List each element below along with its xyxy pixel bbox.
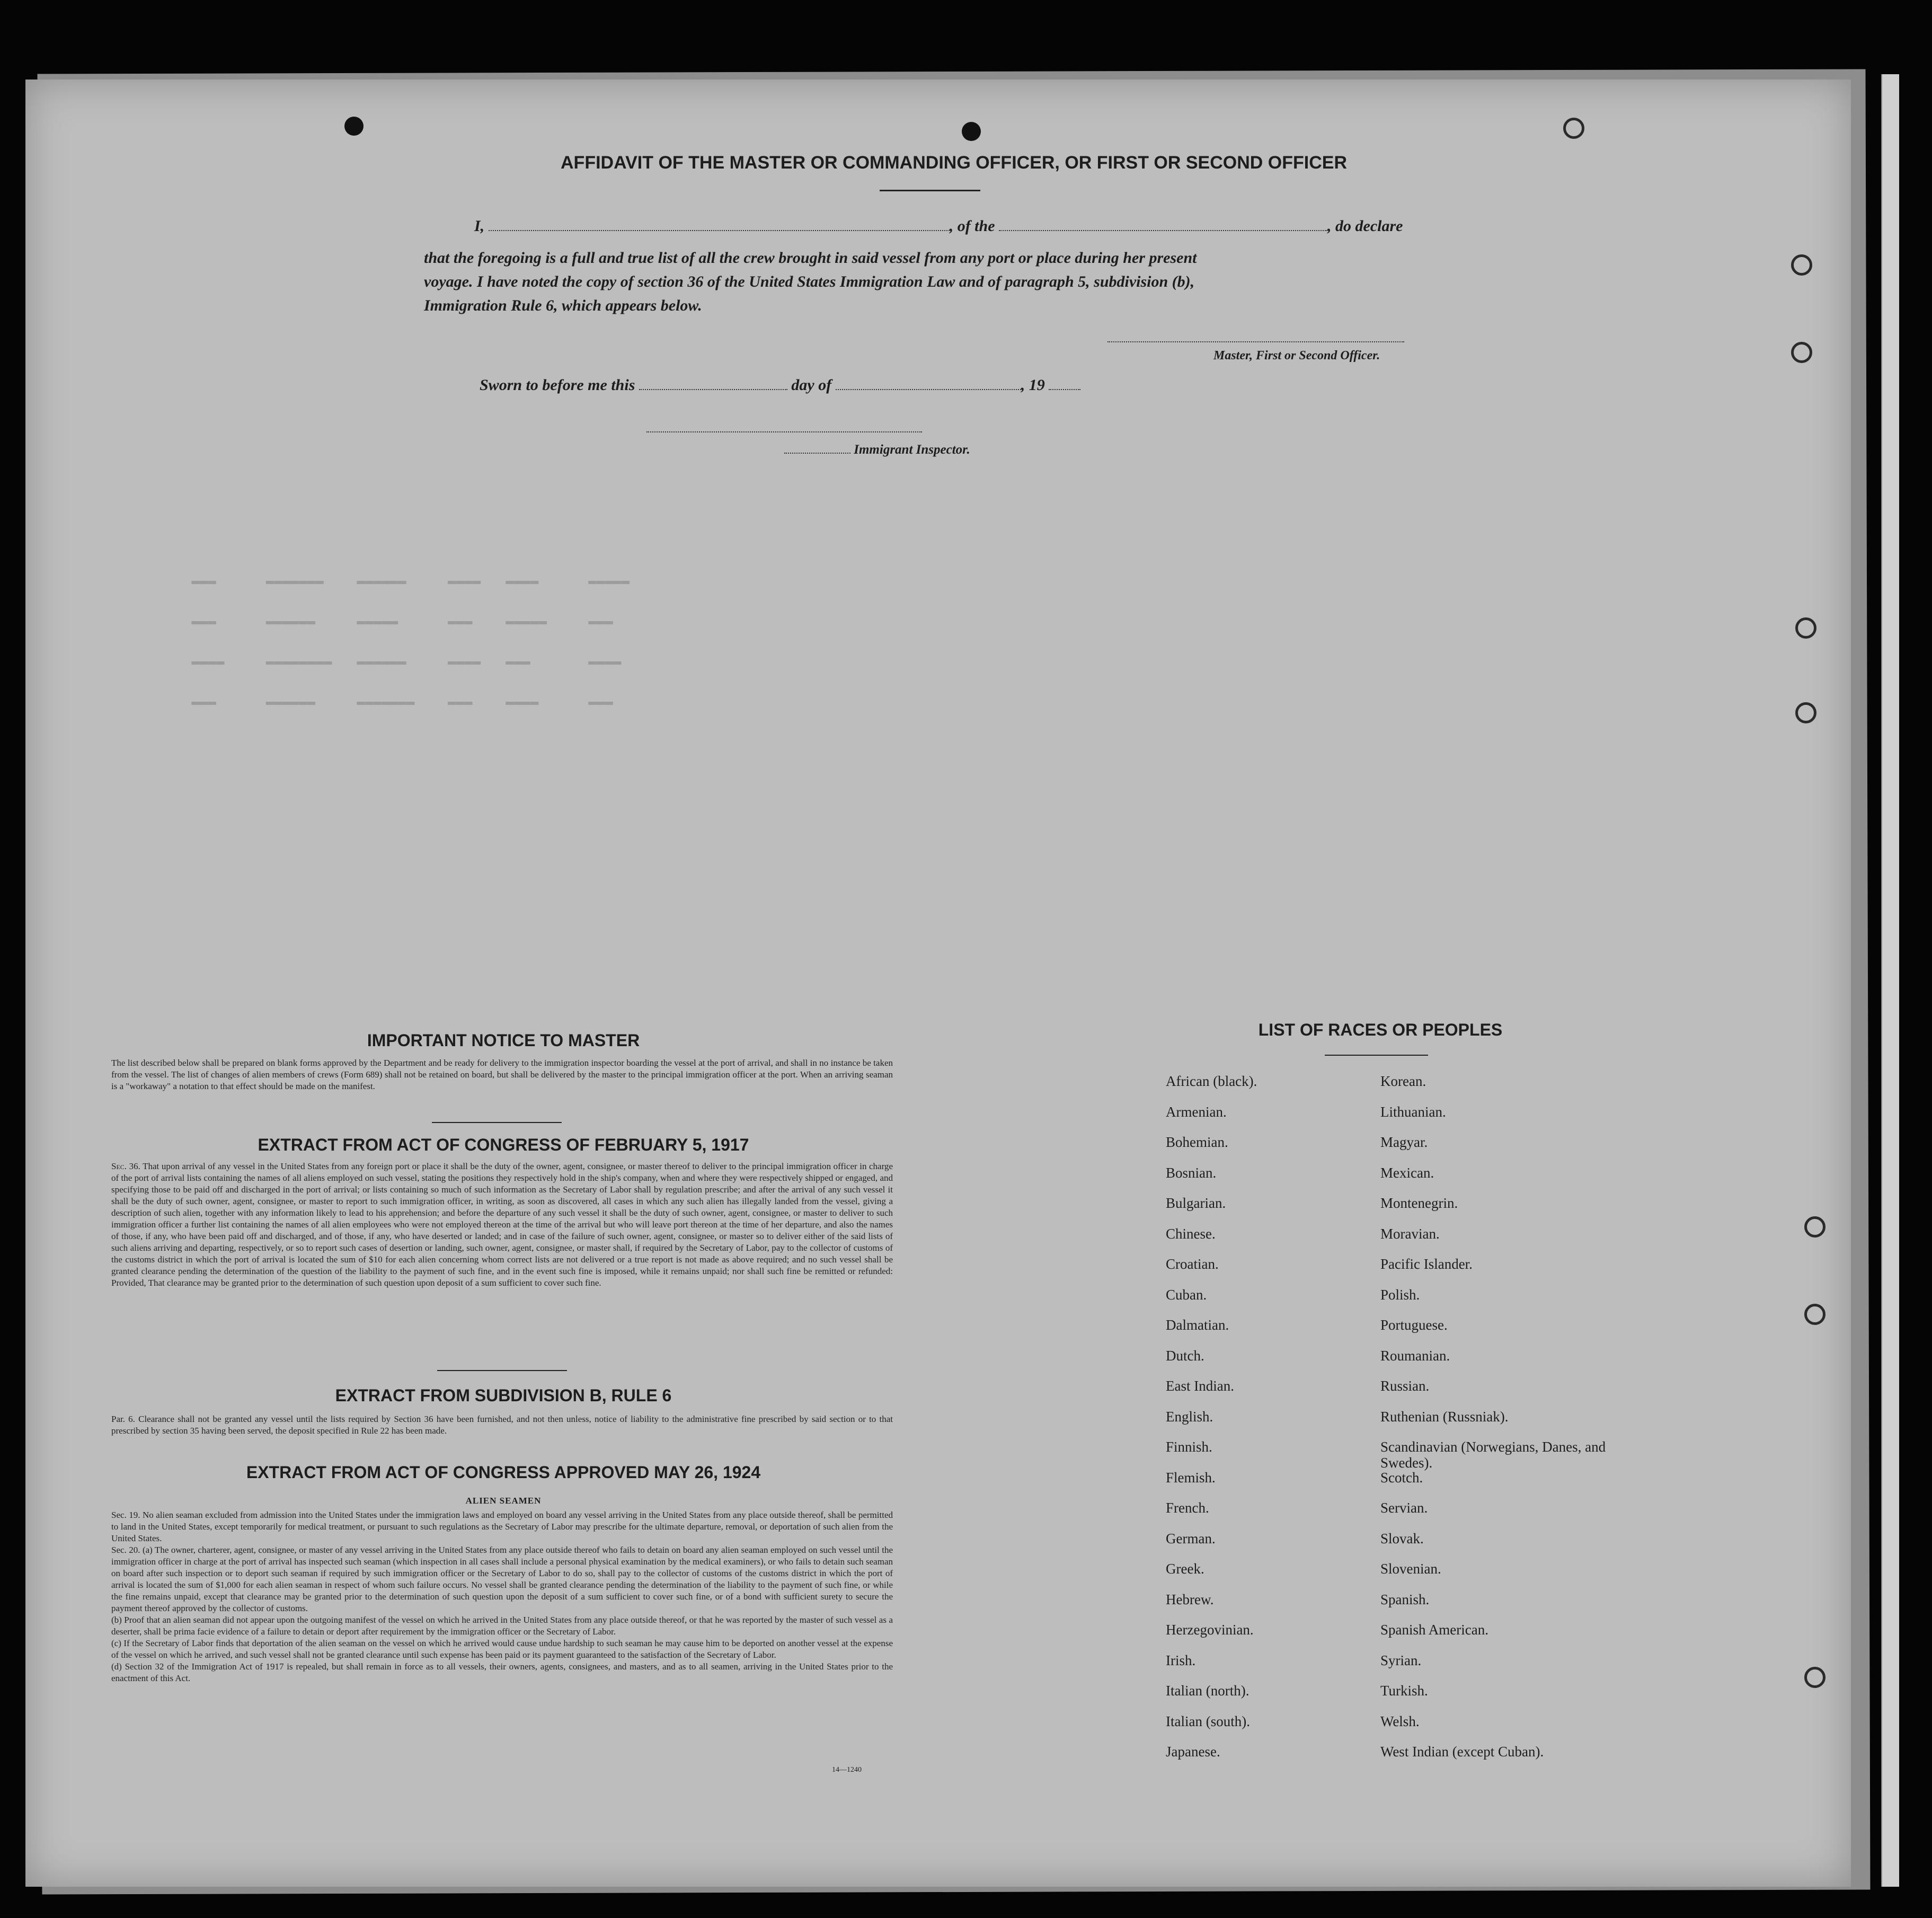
extract-1924-title: EXTRACT FROM ACT OF CONGRESS APPROVED MAY 26, 1924	[246, 1463, 761, 1482]
race-item: Magyar.	[1380, 1134, 1428, 1150]
divider	[880, 190, 980, 191]
punch-hole-icon	[962, 122, 981, 141]
master-label: Master, First or Second Officer.	[1213, 349, 1380, 363]
race-item: Portuguese.	[1380, 1317, 1448, 1333]
race-item: Irish.	[1166, 1652, 1196, 1668]
extract-1917-text: Sec. 36. That upon arrival of any vessel in the United States from any foreign port or place it shall be the duty of the owner, agent, consignee, or master thereof to deliver to the principal immigration officer in charge of the port of arrival lists containing the names of all aliens employed on such vessel, stating the positions they respectively hold in the ship's company, when and where they were respectively shipped or engaged, and specifying those to be paid off and discharged in the port of arrival; or lists containing so much of such information as the Secretary of Labor shall by regulation prescribe; and after the arrival of any such vessel it shall be the duty of such owner, agent, consignee, or master to report to such immigration officer, in writing, as soon as discovered, all cases in which any such alien has illegally landed from the vessel, giving a description of such alien, together with any information likely to lead to his apprehension; and before the departure of any such vessel it shall be the duty of such owner, agent, consignee, or master to deliver to such immigration officer a further list containing the names of all alien employees who were not employed thereon at the time of the arrival but who will leave port thereon at the time of her departure, and also the names of those, if any, who have been paid off and discharged, and of those, if any, who have deserted or landed; and in case of the failure of such owner, agent, consignee, or master so to deliver either of the said lists of such aliens arriving and departing, respectively, or so to report such cases of desertion or landing, such owner, agent, consignee, or master shall, if required by the Secretary of Labor, pay to the collector of customs of the customs district in which the port of arrival is located the sum of $10 for each alien concerning whom correct lists are not delivered or a true report is not made as above required; and no such vessel shall be granted clearance pending the determination of the question of the liability to the payment of such fine, and in the event such fine is imposed, while it remains unpaid; nor shall such fine be remitted or refunded: Provided, That clearance may be granted prior to the determination of such question upon deposit of a sum sufficient to cover such fine.	[111, 1161, 893, 1288]
punch-hole-icon	[344, 117, 364, 136]
race-item: Flemish.	[1166, 1469, 1216, 1486]
race-item: Polish.	[1380, 1286, 1420, 1303]
divider	[432, 1122, 562, 1123]
extract-rule6-text: Par. 6. Clearance shall not be granted any vessel until the lists required by Section 36 have been furnished, and not then unless, notice of liability to the administrative fine prescribed by said section or to that prescribed by section 35 having been served, the deposit specified in Rule 22 has been made.	[111, 1414, 893, 1436]
race-item: Dutch.	[1166, 1347, 1204, 1364]
race-item: Moravian.	[1380, 1225, 1440, 1242]
affidavit-line-3: voyage. I have noted the copy of section 36 of the United States Immigration Law and of paragraph 5, subdivision (b),	[424, 273, 1195, 290]
race-item: Italian (south).	[1166, 1713, 1250, 1729]
race-item: French.	[1166, 1500, 1209, 1516]
notice-text: The list described below shall be prepared on blank forms approved by the Department and be ready for delivery to the immigration inspector boarding the vessel at the port of arrival, and shall in no instance be taken from the vessel. The list of changes of alien members of crews (Form 689) shall not be retained on board, but shall be delivered by the master to the principal immigration officer at the port. When an arriving seaman is a "workaway" a notation to that effect should be made on the manifest.	[111, 1058, 893, 1091]
race-item: Armenian.	[1166, 1103, 1227, 1120]
race-item: Slovak.	[1380, 1530, 1424, 1546]
race-item: Spanish American.	[1380, 1622, 1488, 1638]
race-item: Turkish.	[1380, 1683, 1428, 1699]
sec-20b-text: (b) Proof that an alien seaman did not appear upon the outgoing manifest of the vessel on which he arrived in the United States from any place outside thereof, or that he was reported by the master of such vessel as a deserter, shall be prima facie evidence of a failure to detain or deport after requirement by the immigration officer or the Secretary of Labor.	[111, 1615, 893, 1637]
sheet-edge	[1881, 74, 1899, 1887]
races-title: LIST OF RACES OR PEOPLES	[1258, 1020, 1503, 1039]
race-item: Ruthenian (Russniak).	[1380, 1408, 1509, 1425]
inspector-signature-line[interactable]	[646, 429, 922, 432]
race-item: Montenegrin.	[1380, 1195, 1458, 1211]
race-item: Chinese.	[1166, 1225, 1216, 1242]
race-item: Spanish.	[1380, 1591, 1430, 1607]
race-item: Servian.	[1380, 1500, 1428, 1516]
bleed-through-text: ▬▬▬ ▬▬▬▬▬▬▬ ▬▬▬▬▬▬ ▬▬▬▬ ▬▬▬▬ ▬▬▬▬▬ ▬▬▬ ▬▬▬▬▬▬ ▬▬▬▬▬ ▬▬▬ ▬▬▬▬▬ ▬▬▬ ▬▬▬▬ ▬▬▬▬▬▬▬▬ ▬▬▬▬▬▬ ▬▬▬▬ ▬▬▬ ▬▬▬▬ ▬▬▬ ▬▬▬▬▬▬ ▬▬▬▬▬▬▬ ▬▬▬ ▬▬▬▬ ▬▬▬	[191, 573, 630, 710]
race-item: Greek.	[1166, 1561, 1204, 1577]
vessel-blank[interactable]	[999, 228, 1327, 231]
sec-20d-text: (d) Section 32 of the Immigration Act of 1917 is repealed, but shall remain in force as to all vessels, their owners, agents, consignees, and masters, and as to all seamen, arriving in the United States prior to the enactment of this Act.	[111, 1661, 893, 1683]
sworn-year-blank[interactable]	[1049, 387, 1080, 390]
races-left-column	[1166, 1073, 1367, 1774]
affidavit-title: AFFIDAVIT OF THE MASTER OR COMMANDING OFFICER, OR FIRST OR SECOND OFFICER	[561, 153, 1347, 173]
inspector-label: Immigrant Inspector.	[784, 443, 970, 457]
extract-1924-text	[111, 1509, 893, 1684]
race-item: Lithuanian.	[1380, 1103, 1446, 1120]
race-item: Korean.	[1380, 1073, 1426, 1089]
extract-1917-title: EXTRACT FROM ACT OF CONGRESS OF FEBRUARY 5, 1917	[258, 1135, 749, 1154]
punch-hole-icon	[1804, 1216, 1825, 1238]
race-item: Finnish.	[1166, 1439, 1212, 1455]
race-item: Croatian.	[1166, 1256, 1219, 1272]
punch-hole-icon	[1804, 1304, 1825, 1325]
punch-hole-icon	[1804, 1667, 1825, 1688]
race-item: English.	[1166, 1408, 1213, 1425]
punch-hole-icon	[1791, 254, 1812, 276]
extract-rule6-title: EXTRACT FROM SUBDIVISION B, RULE 6	[335, 1386, 672, 1405]
race-item: Bohemian.	[1166, 1134, 1228, 1150]
race-item: Syrian.	[1380, 1652, 1422, 1668]
sworn-line: Sworn to before me this day of , 19	[480, 376, 1080, 394]
name-blank[interactable]	[489, 228, 950, 231]
race-item: Welsh.	[1380, 1713, 1420, 1729]
race-item: Bosnian.	[1166, 1164, 1217, 1181]
master-signature-line[interactable]	[1107, 339, 1404, 342]
race-item: Pacific Islander.	[1380, 1256, 1473, 1272]
race-item: Roumanian.	[1380, 1347, 1450, 1364]
form-number: 14—1240	[832, 1766, 862, 1774]
race-item: German.	[1166, 1530, 1216, 1546]
affidavit-line-4: Immigration Rule 6, which appears below.	[424, 297, 702, 314]
punch-hole-icon	[1791, 342, 1812, 363]
race-item: Russian.	[1380, 1378, 1430, 1394]
notice-title: IMPORTANT NOTICE TO MASTER	[367, 1031, 640, 1050]
race-item: Slovenian.	[1380, 1561, 1441, 1577]
race-item: Mexican.	[1380, 1164, 1434, 1181]
race-item: Hebrew.	[1166, 1591, 1214, 1607]
punch-hole-icon	[1795, 702, 1816, 723]
divider	[1325, 1055, 1428, 1056]
race-item: West Indian (except Cuban).	[1380, 1744, 1544, 1760]
races-right-column	[1380, 1073, 1614, 1774]
race-item: Italian (north).	[1166, 1683, 1249, 1699]
race-item: Scandinavian (Norwegians, Danes, and Swedes).	[1380, 1439, 1606, 1471]
race-item: East Indian.	[1166, 1378, 1234, 1394]
extract-1924-subtitle: ALIEN SEAMEN	[465, 1496, 542, 1506]
affidavit-line-2: that the foregoing is a full and true list of all the crew brought in said vessel from any port or place during her present	[424, 249, 1197, 267]
punch-hole-icon	[1795, 617, 1816, 639]
punch-hole-icon	[1563, 118, 1584, 139]
race-item: Japanese.	[1166, 1744, 1220, 1760]
race-item: African (black).	[1166, 1073, 1257, 1089]
race-item: Dalmatian.	[1166, 1317, 1229, 1333]
divider	[437, 1370, 567, 1371]
sworn-day-blank[interactable]	[639, 387, 787, 390]
sec-19-text: Sec. 19. No alien seaman excluded from admission into the United States under the immigration laws and employed on board any vessel arriving in the United States from any place outside thereof, shall be permitted to land in the United States, except temporarily for medical treatment, or pursuant to such regulations as the Secretary of Labor may prescribe for the ultimate departure, removal, or deportation of such alien from the United States.	[111, 1510, 893, 1543]
sworn-month-blank[interactable]	[836, 387, 1021, 390]
sec-20c-text: (c) If the Secretary of Labor finds that deportation of the alien seaman on the vessel on which he arrived would cause undue hardship to such seaman he may cause him to be deported on another vessel at the expense of the vessel on which he arrived, and such vessel shall not be granted clearance until such expense has been paid or its payment guaranteed to the satisfaction of the Secretary of Labor.	[111, 1638, 893, 1660]
race-item: Scotch.	[1380, 1469, 1423, 1486]
affidavit-line-1: I, , of the , do declare	[474, 217, 1403, 235]
sec-20a-text: Sec. 20. (a) The owner, charterer, agent, consignee, or master of any vessel arriving in the United States from any place outside thereof who fails to detain on board any alien seaman employed on such vessel until the immigration officer in charge at the port of arrival has inspected such seaman (which inspection in all cases shall include a personal physical examination by the medical examiners), or who fails to detain such seaman on board after such inspection or to deport such seaman if required by such immigration officer or the Secretary of Labor to do so, shall pay to the collector of customs of the customs district in which the port of arrival is located the sum of $1,000 for each alien seaman in respect of whom such failure occurs. No vessel shall be granted clearance pending the determination of the liability to the payment of such fine, or while the fine remains unpaid, except that clearance may be granted prior to the determination of such question upon the deposit of a sum sufficient to cover such fine, or of a bond with sufficient surety to secure the payment thereof approved by the collector of customs.	[111, 1545, 893, 1613]
race-item: Herzegovinian.	[1166, 1622, 1254, 1638]
race-item: Cuban.	[1166, 1286, 1207, 1303]
race-item: Bulgarian.	[1166, 1195, 1226, 1211]
